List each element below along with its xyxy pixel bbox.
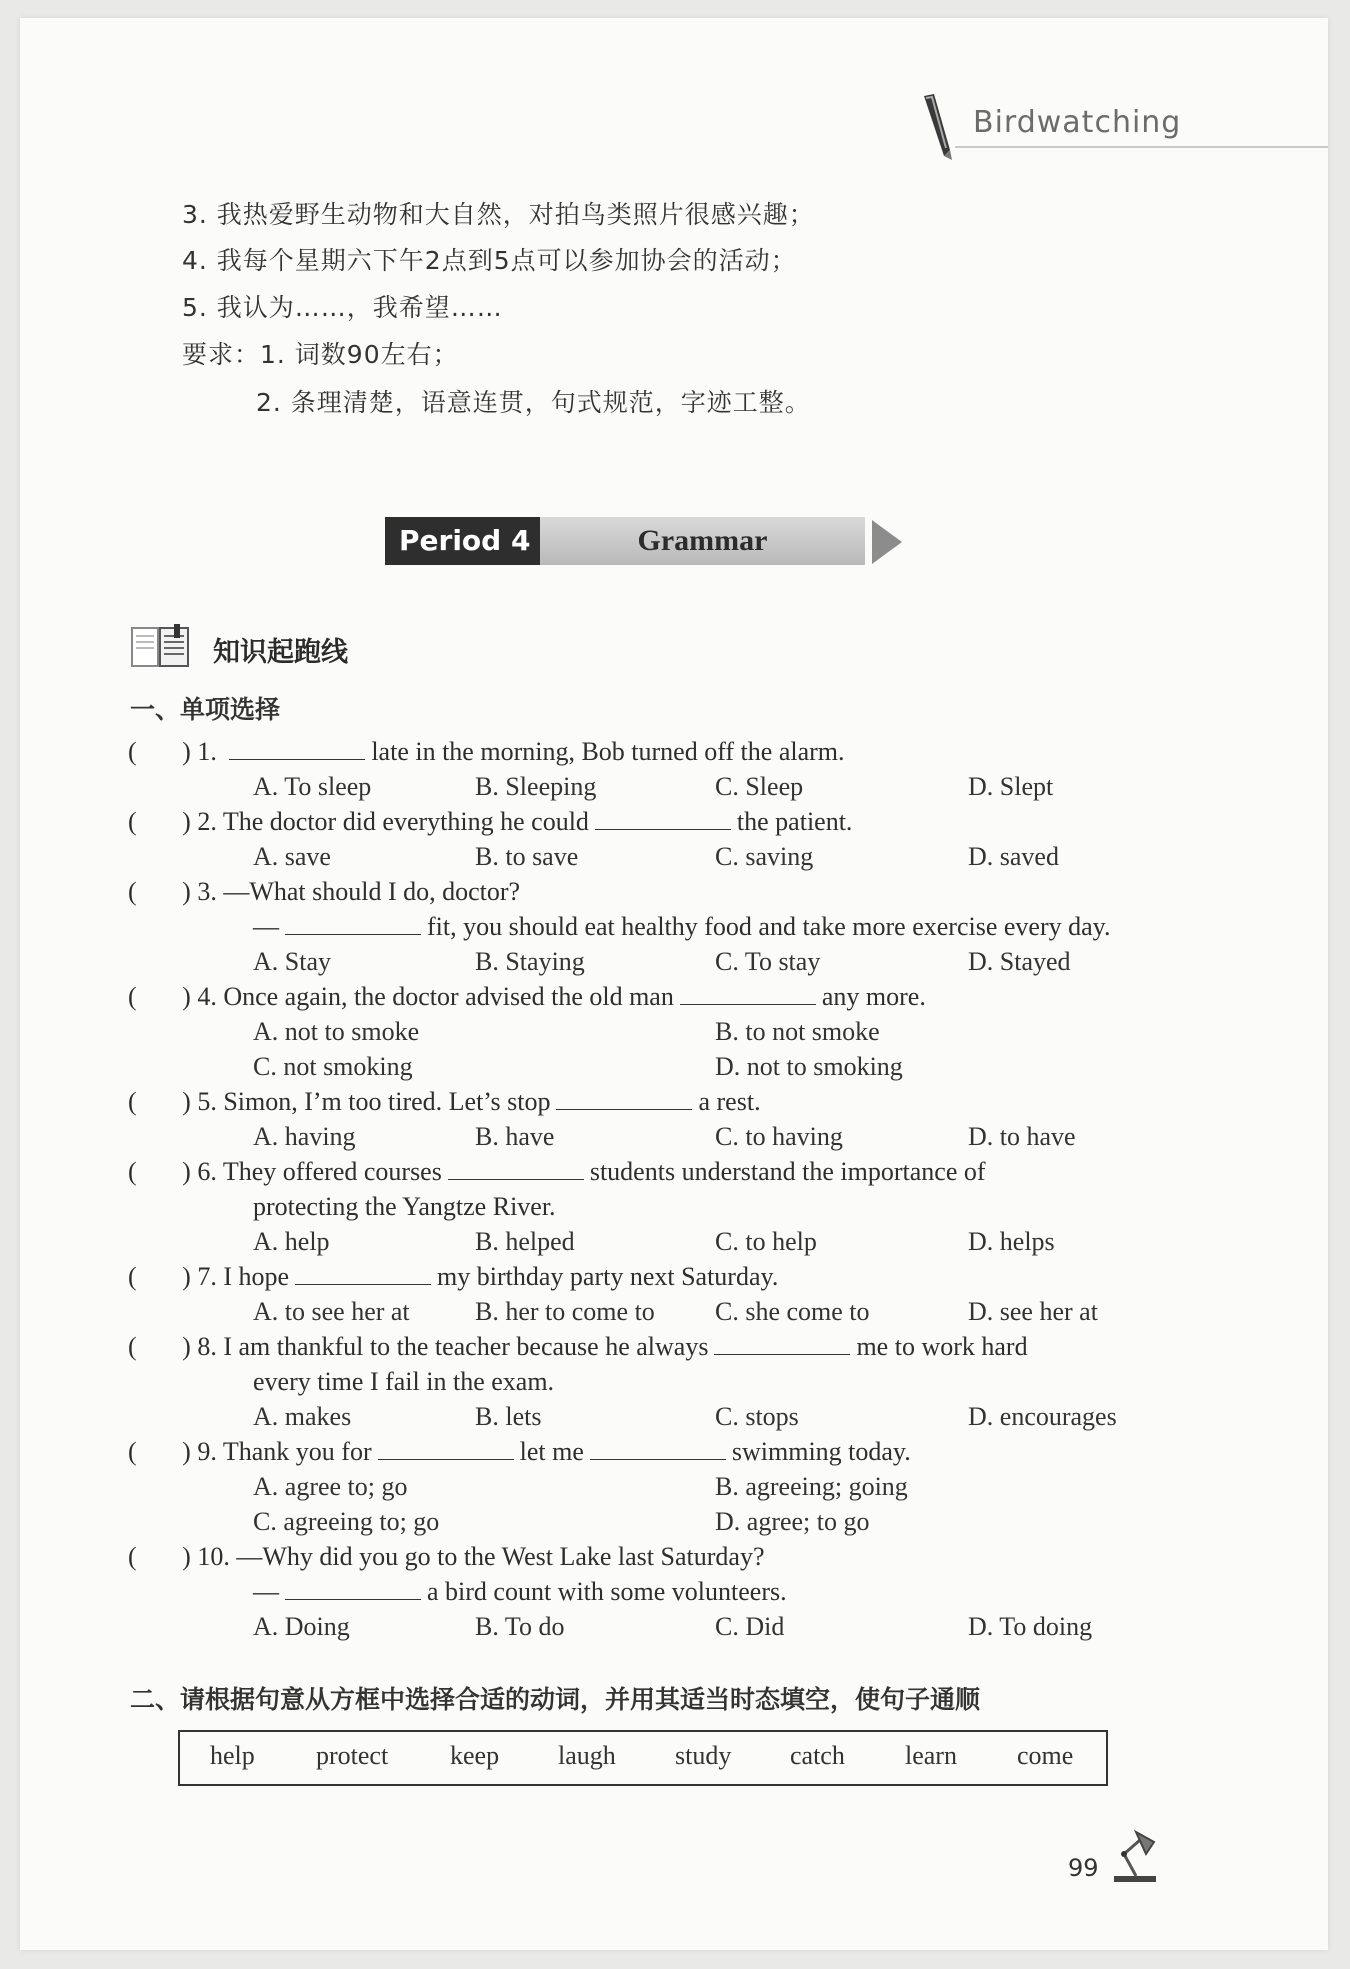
question-text: —Why did you go to the West Lake last Saturday? [236, 1542, 765, 1571]
desk-lamp-icon [1106, 1828, 1164, 1886]
option-b: B. have [475, 1122, 555, 1151]
question-text: They offered courses [222, 1157, 442, 1186]
question-number: 2. [197, 807, 217, 836]
answer-bracket[interactable]: ( ) [128, 737, 191, 766]
option-c: C. stops [715, 1402, 799, 1431]
dash: — [253, 1577, 279, 1606]
question-text: a bird count with some volunteers. [427, 1577, 787, 1606]
answer-bracket[interactable]: ( ) [128, 1542, 191, 1571]
option-c: C. Did [715, 1612, 785, 1641]
option-d: D. saved [968, 842, 1059, 871]
question-6-line2: protecting the Yangtze River. [253, 1192, 556, 1221]
question-text-end: any more. [821, 982, 926, 1011]
writing-note-5: 5. 我认为……，我希望…… [182, 293, 503, 322]
option-b: B. to save [475, 842, 579, 871]
answer-blank[interactable] [714, 1330, 850, 1355]
writing-note-3: 3. 我热爱野生动物和大自然，对拍鸟类照片很感兴趣； [182, 200, 815, 229]
option-a: A. makes [253, 1402, 352, 1431]
page-number: 99 [1068, 1854, 1099, 1882]
header-title: Birdwatching [973, 105, 1182, 140]
question-9 [128, 1434, 911, 1469]
answer-bracket[interactable]: ( ) [128, 1437, 191, 1466]
option-d: D. Stayed [968, 947, 1071, 976]
question-1 [128, 734, 845, 769]
option-c: C. saving [715, 842, 814, 871]
option-b: B. agreeing; going [715, 1472, 908, 1501]
option-d: D. encourages [968, 1402, 1117, 1431]
question-number: 10. [197, 1542, 230, 1571]
option-a: A. having [253, 1122, 356, 1151]
question-8-line2: every time I fail in the exam. [253, 1367, 555, 1396]
part2-title: 二、请根据句意从方框中选择合适的动词，并用其适当时态填空，使句子通顺 [130, 1685, 981, 1714]
option-b: B. her to come to [475, 1297, 655, 1326]
period-label: Period 4 [385, 517, 540, 565]
banner-arrow-icon [872, 520, 902, 564]
period-topic: Grammar [540, 517, 865, 565]
section-title: 知识起跑线 [213, 637, 348, 668]
answer-blank[interactable] [680, 980, 816, 1005]
answer-blank[interactable] [285, 910, 421, 935]
answer-blank-2[interactable] [590, 1435, 726, 1460]
option-c: C. to having [715, 1122, 843, 1151]
part1-title: 一、单项选择 [130, 695, 281, 724]
option-c: C. to help [715, 1227, 817, 1256]
option-a: A. Doing [253, 1612, 350, 1641]
question-text-end: the patient. [736, 807, 853, 836]
question-7 [128, 1259, 778, 1294]
question-text: I am thankful to the teacher because he always [223, 1332, 709, 1361]
option-a: A. agree to; go [253, 1472, 408, 1501]
question-number: 6. [197, 1157, 217, 1186]
option-c: C. Sleep [715, 772, 804, 801]
answer-blank[interactable] [285, 1575, 421, 1600]
option-a: A. To sleep [253, 772, 372, 801]
answer-blank[interactable] [556, 1085, 692, 1110]
answer-bracket[interactable]: ( ) [128, 1157, 191, 1186]
word-catch: catch [790, 1741, 845, 1770]
word-protect: protect [316, 1741, 389, 1770]
question-8 [128, 1329, 1028, 1364]
option-a: A. not to smoke [253, 1017, 420, 1046]
answer-bracket[interactable]: ( ) [128, 807, 191, 836]
answer-blank-1[interactable] [378, 1435, 514, 1460]
question-number: 9. [197, 1437, 217, 1466]
answer-bracket[interactable]: ( ) [128, 1332, 191, 1361]
pen-icon [918, 92, 958, 162]
requirement-1: 要求：1. 词数90左右； [182, 340, 459, 369]
option-d: D. agree; to go [715, 1507, 870, 1536]
word-keep: keep [450, 1741, 500, 1770]
book-icon [130, 622, 192, 670]
header-rule [955, 146, 1328, 148]
question-10-line2 [253, 1574, 787, 1609]
option-d: D. see her at [968, 1297, 1098, 1326]
question-text-end: swimming today. [731, 1437, 911, 1466]
question-6 [128, 1154, 986, 1189]
word-help: help [210, 1741, 255, 1770]
option-a: A. to see her at [253, 1297, 410, 1326]
question-text-mid: let me [519, 1437, 584, 1466]
word-come: come [1017, 1741, 1074, 1770]
option-b: B. helped [475, 1227, 575, 1256]
question-number: 5. [197, 1087, 217, 1116]
word-study: study [675, 1741, 732, 1770]
question-2 [128, 804, 852, 839]
question-text-end: me to work hard [856, 1332, 1028, 1361]
option-b: B. lets [475, 1402, 542, 1431]
option-a: A. help [253, 1227, 330, 1256]
question-text: The doctor did everything he could [222, 807, 589, 836]
answer-bracket[interactable]: ( ) [128, 982, 191, 1011]
question-number: 7. [197, 1262, 217, 1291]
writing-note-4: 4. 我每个星期六下午2点到5点可以参加协会的活动； [182, 246, 797, 275]
option-c: C. To stay [715, 947, 821, 976]
option-c: C. she come to [715, 1297, 870, 1326]
question-3 [128, 874, 520, 909]
question-text-end: my birthday party next Saturday. [437, 1262, 779, 1291]
answer-bracket[interactable]: ( ) [128, 1262, 191, 1291]
dash: — [253, 912, 279, 941]
option-d: D. To doing [968, 1612, 1093, 1641]
option-b: B. Staying [475, 947, 585, 976]
option-b: B. to not smoke [715, 1017, 880, 1046]
requirement-2: 2. 条理清楚，语意连贯，句式规范，字迹工整。 [256, 388, 811, 417]
question-text: Thank you for [222, 1437, 372, 1466]
question-text: late in the morning, Bob turned off the alarm. [371, 737, 845, 766]
option-d: D. not to smoking [715, 1052, 903, 1081]
option-a: A. Stay [253, 947, 331, 976]
question-text-end: a rest. [698, 1087, 761, 1116]
question-text: —What should I do, doctor? [223, 877, 521, 906]
option-c: C. not smoking [253, 1052, 413, 1081]
word-laugh: laugh [558, 1741, 616, 1770]
question-3-line2 [253, 909, 1110, 944]
question-10 [128, 1539, 764, 1574]
option-d: D. helps [968, 1227, 1055, 1256]
question-number: 8. [197, 1332, 217, 1361]
option-d: D. to have [968, 1122, 1076, 1151]
question-number: 4. [197, 982, 217, 1011]
question-4 [128, 979, 926, 1014]
answer-blank[interactable] [295, 1260, 431, 1285]
question-text: fit, you should eat healthy food and take more exercise every day. [427, 912, 1111, 941]
question-text: I hope [223, 1262, 290, 1291]
question-5 [128, 1084, 761, 1119]
option-a: A. save [253, 842, 331, 871]
question-text: Once again, the doctor advised the old man [223, 982, 674, 1011]
answer-bracket[interactable]: ( ) [128, 1087, 191, 1116]
option-b: B. To do [475, 1612, 565, 1641]
answer-bracket[interactable]: ( ) [128, 877, 191, 906]
answer-blank[interactable] [595, 805, 731, 830]
answer-blank[interactable] [448, 1155, 584, 1180]
option-c: C. agreeing to; go [253, 1507, 440, 1536]
option-b: B. Sleeping [475, 772, 597, 801]
question-text: Simon, I’m too tired. Let’s stop [223, 1087, 551, 1116]
word-learn: learn [905, 1741, 957, 1770]
question-number: 1. [197, 737, 217, 766]
question-text-end: students understand the importance of [589, 1157, 986, 1186]
answer-blank[interactable] [229, 735, 365, 760]
question-number: 3. [197, 877, 217, 906]
option-d: D. Slept [968, 772, 1054, 801]
